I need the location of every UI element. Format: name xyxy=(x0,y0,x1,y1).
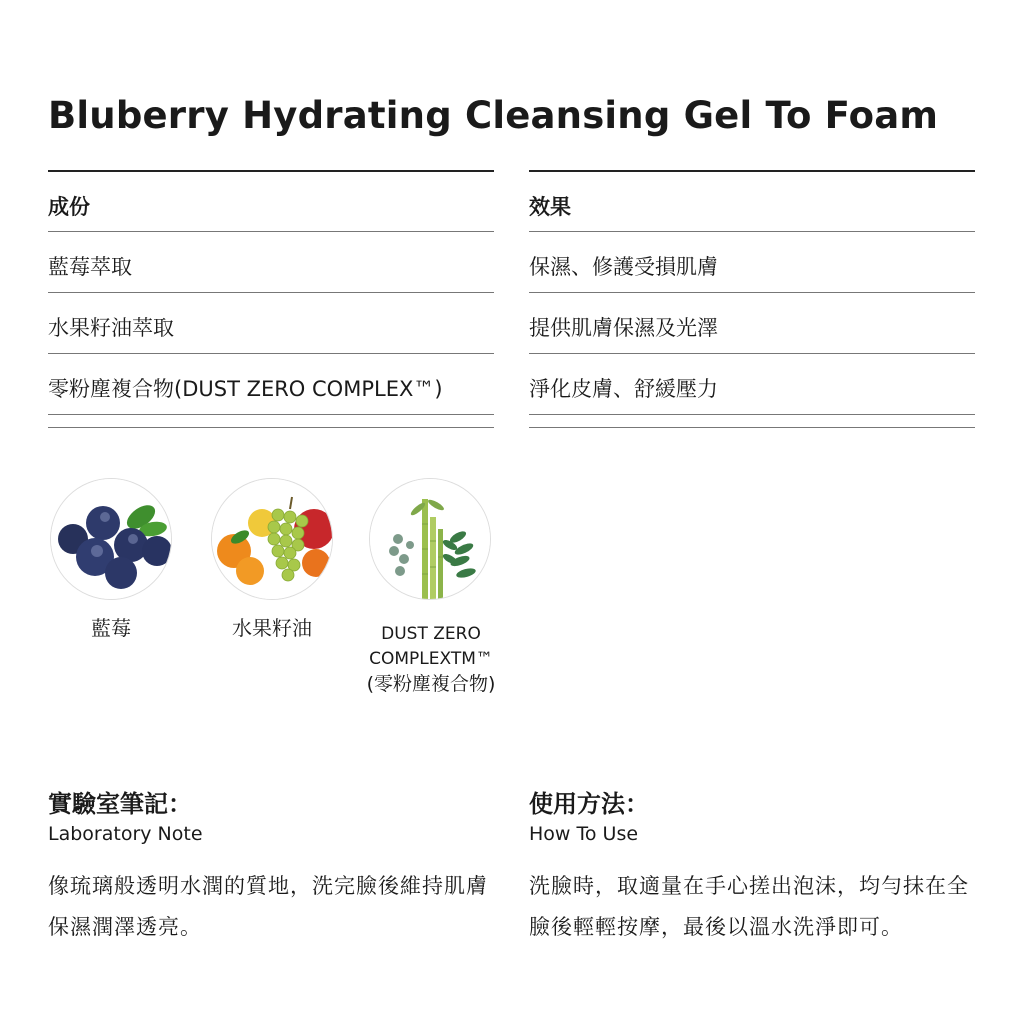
how-to-use-section xyxy=(529,786,975,948)
effect-row: 保濕、修護受損肌膚 xyxy=(529,232,975,293)
ingredient-row: 藍莓萃取 xyxy=(48,232,494,293)
how-to-use-subheading: How To Use xyxy=(529,823,639,845)
blueberry-icon xyxy=(50,478,172,600)
effect-row: 淨化皮膚、舒緩壓力 xyxy=(529,354,975,415)
ingredient-row: 零粉塵複合物(DUST ZERO COMPLEX™) xyxy=(48,354,494,415)
how-to-use-heading: 使用方法： xyxy=(529,790,649,818)
effect-row: 提供肌膚保濕及光澤 xyxy=(529,293,975,354)
ingredient-fruit-seed-oil xyxy=(210,478,334,641)
ingredient-row: 水果籽油萃取 xyxy=(48,293,494,354)
lab-note-heading: 實驗室筆記： xyxy=(48,790,192,818)
page-title: Bluberry Hydrating Cleansing Gel To Foam xyxy=(48,94,939,137)
effects-header: 效果 xyxy=(529,172,975,232)
fruit-icon xyxy=(211,478,333,600)
lab-note-section xyxy=(48,786,494,948)
ingredients-table xyxy=(48,170,494,428)
plant-icon xyxy=(369,478,491,600)
lab-note-subheading: Laboratory Note xyxy=(48,823,203,845)
how-to-use-body: 洗臉時，取適量在手心搓出泡沫，均勻抹在全臉後輕輕按摩，最後以溫水洗淨即可。 xyxy=(529,874,969,939)
ingredient-label: 藍莓 xyxy=(91,616,131,640)
ingredient-blueberry xyxy=(49,478,173,641)
ingredient-label: 水果籽油 xyxy=(232,616,312,640)
lab-note-body: 像琉璃般透明水潤的質地，洗完臉後維持肌膚保濕潤澤透亮。 xyxy=(48,874,488,939)
ingredient-dust-zero-complex xyxy=(355,478,507,697)
ingredients-header: 成份 xyxy=(48,172,494,232)
effects-table xyxy=(529,170,975,428)
ingredient-label: DUST ZERO COMPLEXTM™ (零粉塵複合物) xyxy=(366,624,496,695)
